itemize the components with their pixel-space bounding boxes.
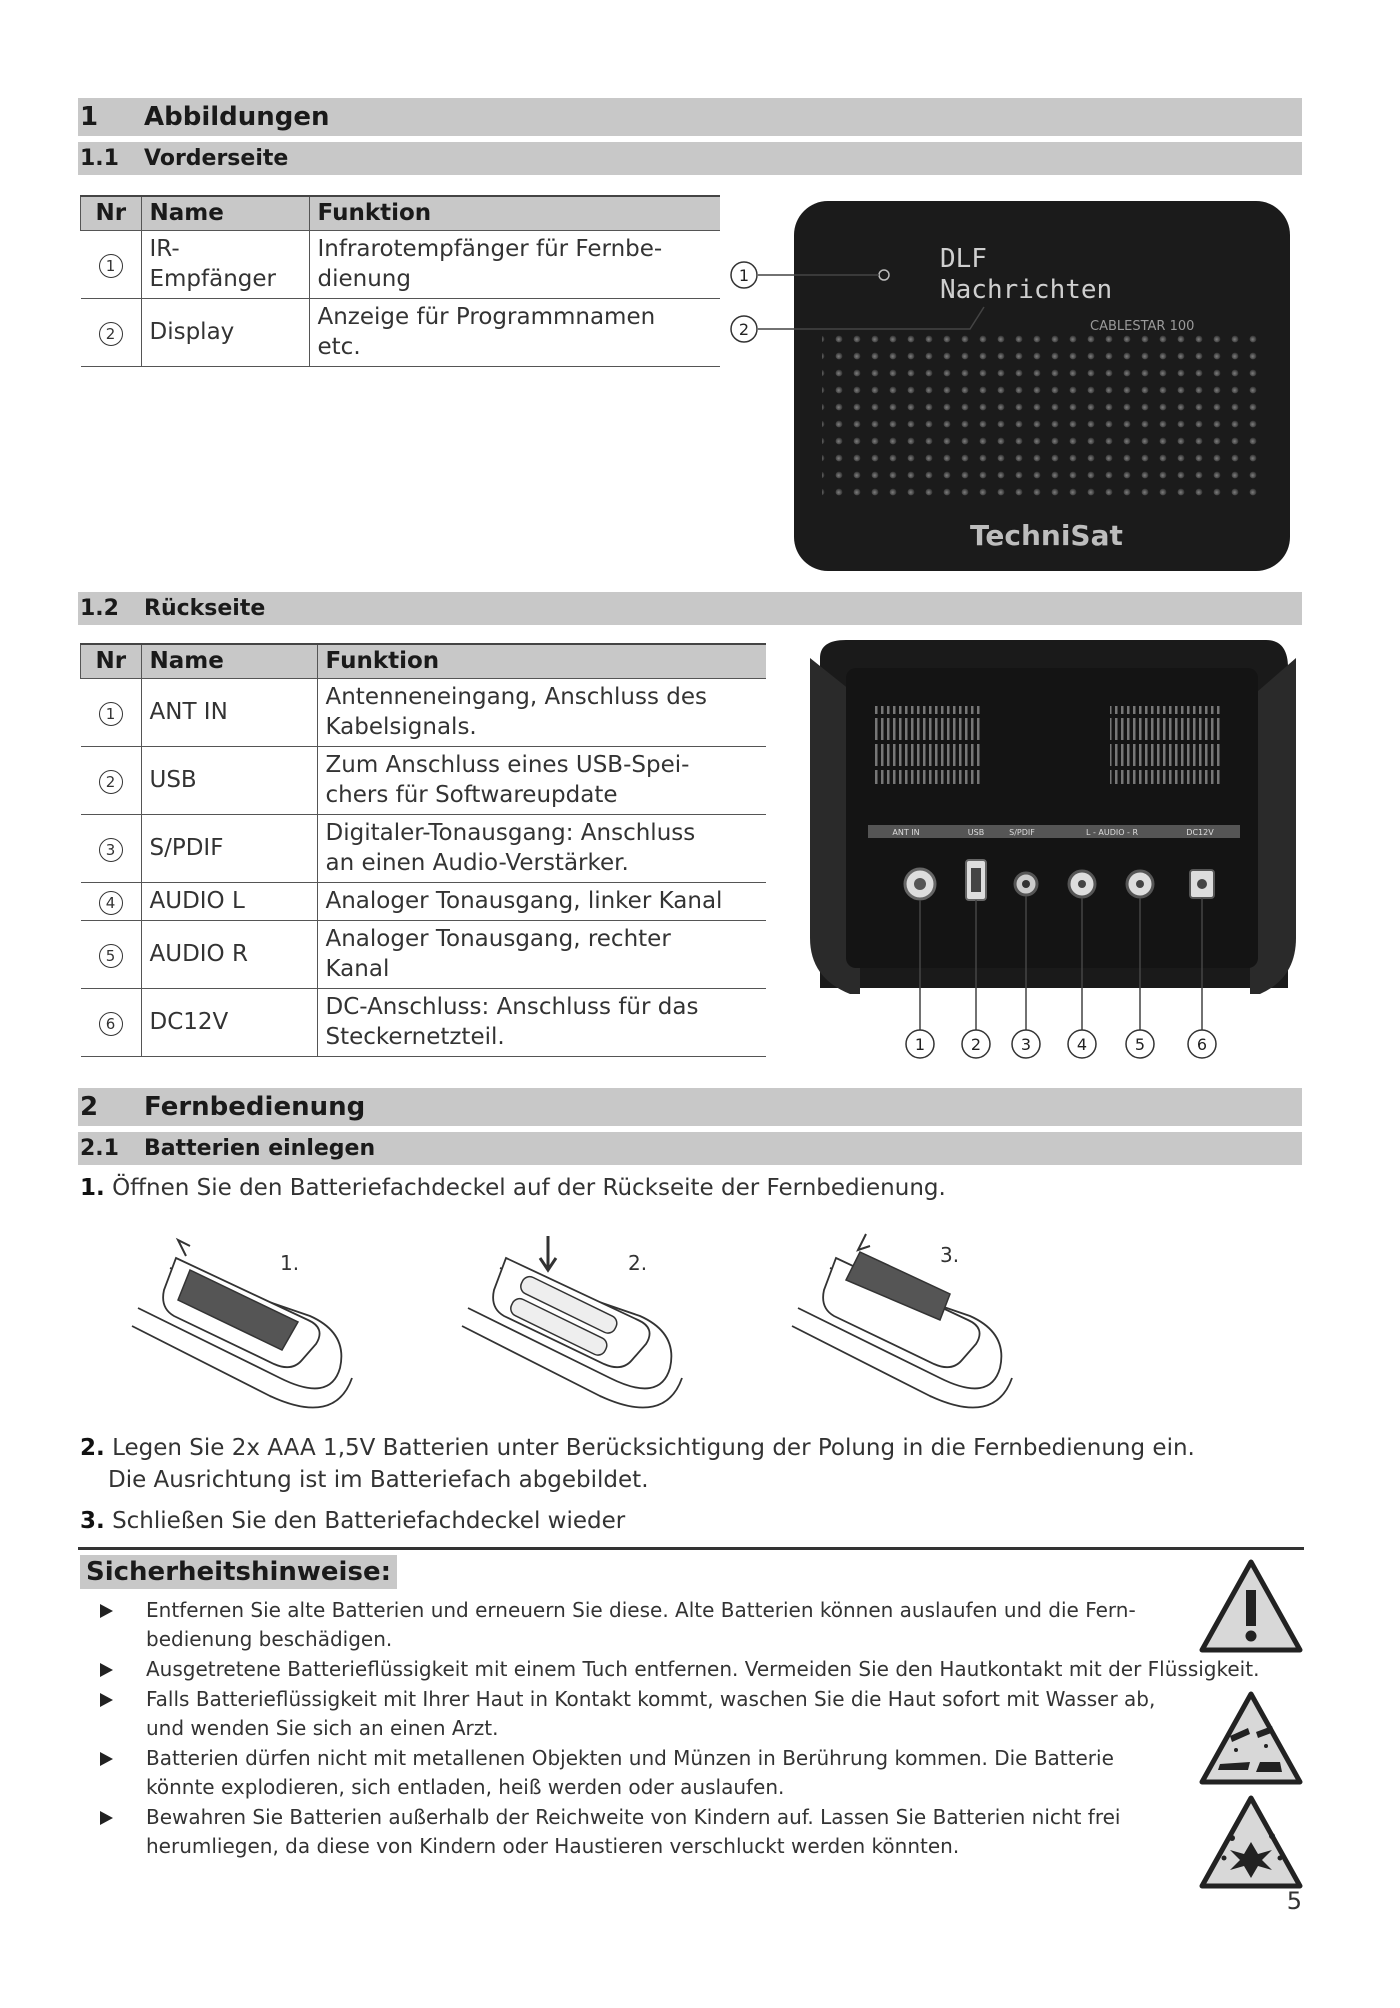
back-device-illustration xyxy=(790,638,1302,1088)
brand-logo: TechniSat xyxy=(970,519,1123,552)
bullet-triangle-icon xyxy=(100,1752,113,1766)
row-nr: 1 xyxy=(81,230,142,298)
illustration-label: 2. xyxy=(628,1251,648,1275)
row-name: AUDIO R xyxy=(141,920,317,988)
row-nr: 3 xyxy=(81,814,142,882)
port-label-strip xyxy=(868,825,1240,838)
callout-number-1: 1 xyxy=(738,266,750,285)
display-line-2: Nachrichten xyxy=(940,275,1113,305)
section-heading-1-1 xyxy=(78,142,1302,175)
callout-number-5: 5 xyxy=(1134,1035,1146,1054)
step-text: Legen Sie 2x AAA 1,5V Batterien unter Berücksichtigung der Polung in die Fernbedienung ein. xyxy=(112,1435,1195,1461)
row-name: IR-Empfänger xyxy=(141,230,309,298)
row-nr: 5 xyxy=(81,920,142,988)
callout-number-1: 1 xyxy=(914,1035,926,1054)
warning-general-icon xyxy=(1196,1556,1306,1656)
bullet-triangle-icon xyxy=(100,1663,113,1677)
row-nr: 4 xyxy=(81,882,142,920)
port-audio-r-core xyxy=(1136,880,1144,888)
safety-list xyxy=(96,1596,1306,1862)
section-number: 1.2 xyxy=(80,596,119,621)
section-number: 2.1 xyxy=(80,1136,119,1161)
section-title: Batterien einlegen xyxy=(144,1136,376,1161)
step-2 xyxy=(80,1432,1195,1496)
header-function: Funktion xyxy=(317,644,766,678)
port-label-dc: DC12V xyxy=(1186,828,1214,837)
row-function: Infrarotempfänger für Fernbe- dienung xyxy=(309,230,720,298)
port-label-usb: USB xyxy=(967,828,985,837)
port-usb-slot xyxy=(971,868,981,892)
divider-rule xyxy=(78,1547,1304,1550)
step-number: 3. xyxy=(80,1508,105,1534)
table-row xyxy=(81,230,721,298)
header-nr: Nr xyxy=(81,644,142,678)
port-spdif-core xyxy=(1022,880,1030,888)
port-ant-in-core xyxy=(914,878,926,890)
speaker-grille xyxy=(822,335,1262,505)
section-heading-2-1 xyxy=(78,1132,1302,1165)
step-text: Schließen Sie den Batteriefachdeckel wieder xyxy=(112,1508,626,1534)
illustration-label: 1. xyxy=(280,1251,300,1275)
warning-corrosive-icon xyxy=(1196,1688,1306,1788)
section-number: 1 xyxy=(80,102,99,132)
row-nr: 2 xyxy=(81,746,142,814)
step-number: 2. xyxy=(80,1435,105,1461)
display-line-1: DLF xyxy=(940,244,987,274)
row-name: USB xyxy=(141,746,317,814)
callout-number-2: 2 xyxy=(970,1035,982,1054)
step-3 xyxy=(80,1505,625,1537)
model-label: CABLESTAR 100 xyxy=(1090,319,1195,334)
table-header-row xyxy=(81,644,767,678)
port-dc12v-core xyxy=(1197,879,1207,889)
safety-title: Sicherheitshinweise: xyxy=(80,1555,397,1589)
list-item: Batterien dürfen nicht mit metallenen Objekten und Münzen in Berührung kommen. Die Batterie könnte explodieren, sich entladen, heiß werden oder auslaufen. xyxy=(96,1744,1216,1802)
bullet-triangle-icon xyxy=(100,1811,113,1825)
header-function: Funktion xyxy=(309,196,720,230)
row-function: Analoger Tonausgang, rechter Kanal xyxy=(317,920,766,988)
callout-number-4: 4 xyxy=(1076,1035,1088,1054)
row-nr: 6 xyxy=(81,988,142,1056)
header-nr: Nr xyxy=(81,196,142,230)
row-function: DC-Anschluss: Anschluss für das Steckernetzteil. xyxy=(317,988,766,1056)
remote-illustration-3 xyxy=(790,1228,1030,1428)
table-row xyxy=(81,298,721,366)
section-number: 2 xyxy=(80,1092,99,1122)
vent-left xyxy=(872,706,982,784)
section-heading-1-2 xyxy=(78,592,1302,625)
row-function: Anzeige für Programmnamen etc. xyxy=(309,298,720,366)
row-name: ANT IN xyxy=(141,678,317,746)
front-device-illustration xyxy=(722,195,1302,575)
row-function: Analoger Tonausgang, linker Kanal xyxy=(317,882,766,920)
section-number: 1.1 xyxy=(80,146,119,171)
remote-illustration-2 xyxy=(460,1228,700,1428)
header-name: Name xyxy=(141,644,317,678)
table-row xyxy=(81,988,767,1056)
section-heading-1 xyxy=(78,98,1302,136)
header-name: Name xyxy=(141,196,309,230)
port-label-ant: ANT IN xyxy=(892,828,920,837)
row-name: AUDIO L xyxy=(141,882,317,920)
row-function: Zum Anschluss eines USB-Spei- chers für Softwareupdate xyxy=(317,746,766,814)
remote-illustration-1 xyxy=(130,1228,370,1428)
port-label-spdif: S/PDIF xyxy=(1009,828,1035,837)
step-1 xyxy=(80,1172,946,1204)
section-title: Vorderseite xyxy=(144,146,289,171)
bullet-triangle-icon xyxy=(100,1693,113,1707)
step-text: Öffnen Sie den Batteriefachdeckel auf der Rückseite der Fernbedienung. xyxy=(112,1175,946,1201)
list-item: Ausgetretene Batterieflüssigkeit mit einem Tuch entfernen. Vermeiden Sie den Hautkontakt mit der Flüssigkeit. xyxy=(96,1655,1306,1684)
row-function: Digitaler-Tonausgang: Anschluss an einen Audio-Verstärker. xyxy=(317,814,766,882)
row-nr: 1 xyxy=(81,678,142,746)
list-item: Entfernen Sie alte Batterien und erneuern Sie diese. Alte Batterien können auslaufen und die Fern- bedienung beschädigen. xyxy=(96,1596,1216,1654)
table-row xyxy=(81,814,767,882)
callout-number-3: 3 xyxy=(1020,1035,1032,1054)
back-function-table xyxy=(80,643,766,1057)
list-item: Falls Batterieflüssigkeit mit Ihrer Haut in Kontakt kommt, waschen Sie die Haut sofort mit Wasser ab, und wenden Sie sich an einen Arzt. xyxy=(96,1685,1216,1743)
row-name: DC12V xyxy=(141,988,317,1056)
vent-right xyxy=(1110,706,1220,784)
section-title: Fernbedienung xyxy=(144,1092,366,1122)
list-item: Bewahren Sie Batterien außerhalb der Reichweite von Kindern auf. Lassen Sie Batterien nicht frei herumliegen, da diese von Kindern oder Haustieren verschluckt werden könnten. xyxy=(96,1803,1216,1861)
row-name: Display xyxy=(141,298,309,366)
page-number: 5 xyxy=(1286,1887,1302,1915)
warning-explosive-icon xyxy=(1196,1792,1306,1892)
row-nr: 2 xyxy=(81,298,142,366)
illustration-label: 3. xyxy=(940,1243,960,1267)
callout-number-6: 6 xyxy=(1196,1035,1208,1054)
port-label-audio: L - AUDIO - R xyxy=(1085,828,1139,837)
section-title: Abbildungen xyxy=(144,102,330,132)
row-function: Antenneneingang, Anschluss des Kabelsignals. xyxy=(317,678,766,746)
table-header-row xyxy=(81,196,721,230)
table-row xyxy=(81,920,767,988)
section-title: Rückseite xyxy=(144,596,266,621)
port-audio-l-core xyxy=(1078,880,1086,888)
bullet-triangle-icon xyxy=(100,1604,113,1618)
callout-number-2: 2 xyxy=(738,320,750,339)
step-number: 1. xyxy=(80,1175,105,1201)
table-row xyxy=(81,746,767,814)
front-function-table xyxy=(80,195,720,367)
table-row xyxy=(81,678,767,746)
row-name: S/PDIF xyxy=(141,814,317,882)
step-text-continued: Die Ausrichtung ist im Batteriefach abgebildet. xyxy=(108,1467,649,1493)
section-heading-2 xyxy=(78,1088,1302,1126)
table-row xyxy=(81,882,767,920)
